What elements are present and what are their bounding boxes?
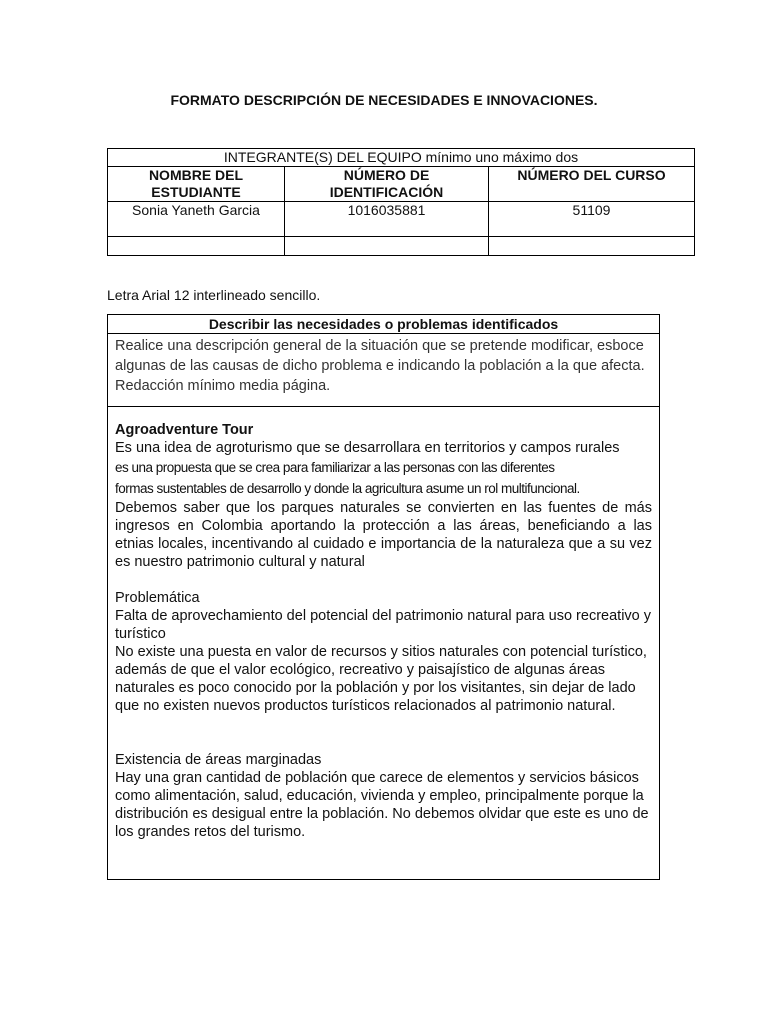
table-row xyxy=(108,202,695,237)
needs-section xyxy=(107,314,660,880)
team-members-table xyxy=(107,148,695,256)
identification-cell xyxy=(285,237,489,256)
course-number-cell: 51109 xyxy=(489,202,695,237)
project-title: Agroadventure Tour xyxy=(115,422,254,438)
needs-instructions: Realice una descripción general de la situación que se pretende modificar, esboce algunas de las causas de dicho problema e indicando la población a la que afecta. Redacción mínimo media página. xyxy=(108,334,659,407)
format-note: Letra Arial 12 interlineado sencillo. xyxy=(107,287,321,303)
column-header-student-name: NOMBRE DEL ESTUDIANTE xyxy=(108,167,285,202)
team-table-caption: INTEGRANTE(S) DEL EQUIPO mínimo uno máximo dos xyxy=(108,149,695,167)
needs-description xyxy=(108,407,659,841)
course-number-cell xyxy=(489,237,695,256)
student-name-cell xyxy=(108,237,285,256)
column-header-course-number: NÚMERO DEL CURSO xyxy=(489,167,695,202)
intro-line: es una propuesta que se crea para familiarizar a las personas con las diferentes xyxy=(115,460,555,475)
marginal-areas-text: Hay una gran cantidad de población que carece de elementos y servicios básicos como alimentación, salud, educación, vivienda y empleo, principalmente porque la distribución es desigual entre la población. No debemos olvidar que este es uno de los grandes retos del turismo. xyxy=(115,770,649,840)
column-header-identification: NÚMERO DE IDENTIFICACIÓN xyxy=(285,167,489,202)
problem-heading: Problemática xyxy=(115,590,200,606)
table-row xyxy=(108,237,695,256)
marginal-areas-heading: Existencia de áreas marginadas xyxy=(115,752,322,768)
parks-paragraph: Debemos saber que los parques naturales se convierten en las fuentes de más ingresos en Colombia aportando la protección a las áreas, beneficiando a las etnias locales, incentivando al cuidado e importancia de la naturaleza que a su vez es nuestro patrimonio cultural y natural xyxy=(115,500,652,570)
document-title: FORMATO DESCRIPCIÓN DE NECESIDADES E INNOVACIONES. xyxy=(170,92,598,108)
problem-text: Falta de aprovechamiento del potencial del patrimonio natural para uso recreativo y turístico xyxy=(115,608,652,642)
intro-line: Es una idea de agroturismo que se desarrollara en territorios y campos rurales xyxy=(115,440,620,456)
identification-cell: 1016035881 xyxy=(285,202,489,237)
intro-line: formas sustentables de desarrollo y donde la agricultura asume un rol multifuncional. xyxy=(115,481,580,496)
problem-text: No existe una puesta en valor de recursos y sitios naturales con potencial turístico, además de que el valor ecológico, recreativo y paisajístico de algunas áreas naturales es poco conocido por la población y por los visitantes, sin dejar de lado que no existen nuevos productos turísticos relacionados al patrimonio natural. xyxy=(115,644,647,714)
needs-section-header: Describir las necesidades o problemas identificados xyxy=(108,315,659,334)
student-name-cell: Sonia Yaneth Garcia xyxy=(108,202,285,237)
